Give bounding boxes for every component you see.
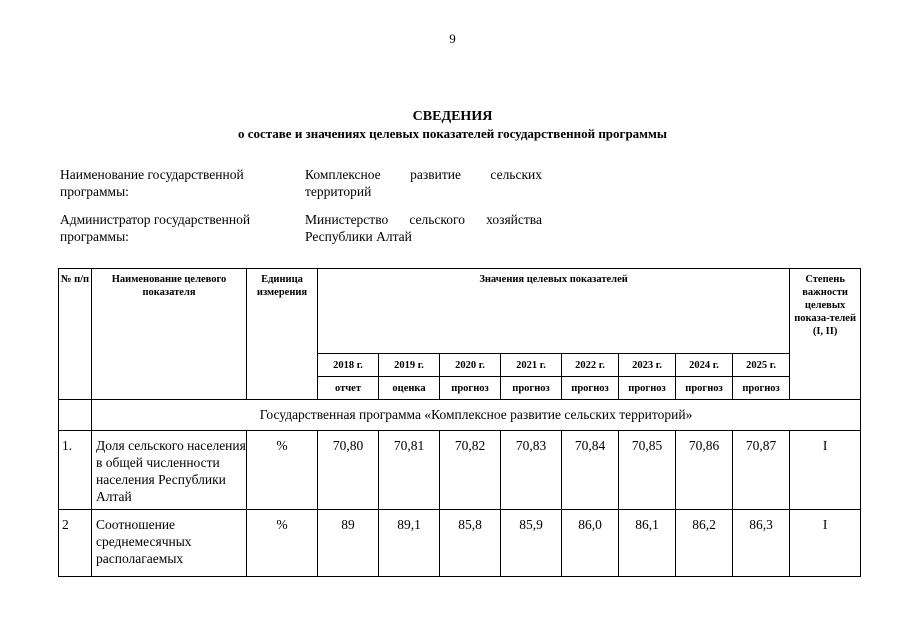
program-name-label: Наименование государственной программы: <box>60 167 244 199</box>
header-name: Наименование целевого показателя <box>92 269 247 400</box>
header-unit: Единица измерения <box>247 269 318 400</box>
header-year-type: прогноз <box>562 377 619 400</box>
header-year-type: оценка <box>379 377 440 400</box>
row-value: 70,85 <box>619 431 676 510</box>
row-value: 86,2 <box>676 510 733 577</box>
row-value: 70,84 <box>562 431 619 510</box>
row-value: 70,87 <box>733 431 790 510</box>
row-value: 70,83 <box>501 431 562 510</box>
row-value: 86,3 <box>733 510 790 577</box>
header-year-type: прогноз <box>501 377 562 400</box>
row-unit: % <box>247 510 318 577</box>
section-title: Государственная программа «Комплексное развитие сельских территорий» <box>92 400 861 431</box>
header-year-type: отчет <box>318 377 379 400</box>
row-number: 2 <box>59 510 92 577</box>
header-year: 2020 г. <box>440 354 501 377</box>
document-subtitle: о составе и значениях целевых показателей государственной программы <box>237 126 668 141</box>
row-value: 86,1 <box>619 510 676 577</box>
header-number: № п/п <box>59 269 92 400</box>
row-value: 85,9 <box>501 510 562 577</box>
program-name-value <box>305 166 542 200</box>
row-value: 70,81 <box>379 431 440 510</box>
row-indicator-name: Соотношение среднемесячных располагаемых <box>92 510 247 577</box>
header-year: 2023 г. <box>619 354 676 377</box>
program-name-value-line1: Комплексное развитие сельских <box>305 167 542 182</box>
indicators-table <box>58 268 861 577</box>
section-number-cell <box>59 400 92 431</box>
header-year: 2019 г. <box>379 354 440 377</box>
header-year: 2018 г. <box>318 354 379 377</box>
row-value: 70,86 <box>676 431 733 510</box>
header-year-type: прогноз <box>440 377 501 400</box>
program-admin-label: Администратор государственной программы: <box>60 212 251 244</box>
row-number: 1. <box>59 431 92 510</box>
row-indicator-name: Доля сельского населения в общей численности населения Республики Алтай <box>92 431 247 510</box>
row-importance: I <box>790 510 861 577</box>
header-year-type: прогноз <box>676 377 733 400</box>
header-values: Значения целевых показателей <box>318 269 790 354</box>
header-year-type: прогноз <box>733 377 790 400</box>
row-value: 85,8 <box>440 510 501 577</box>
row-value: 89 <box>318 510 379 577</box>
table-row <box>59 510 861 577</box>
program-admin-value <box>305 211 542 245</box>
header-year: 2024 г. <box>676 354 733 377</box>
header-importance: Степень важности целевых показа-телей (I, II) <box>790 269 861 400</box>
row-value: 86,0 <box>562 510 619 577</box>
program-name-value-line2: территорий <box>305 184 372 199</box>
program-admin-value-line2: Республики Алтай <box>305 229 412 244</box>
header-year: 2025 г. <box>733 354 790 377</box>
row-value: 70,80 <box>318 431 379 510</box>
header-year-type: прогноз <box>619 377 676 400</box>
page-number: 9 <box>449 31 456 46</box>
program-admin-value-line1: Министерство сельского хозяйства <box>305 212 542 227</box>
header-row <box>59 269 861 354</box>
row-unit: % <box>247 431 318 510</box>
row-importance: I <box>790 431 861 510</box>
table-row <box>59 431 861 510</box>
row-value: 89,1 <box>379 510 440 577</box>
document-title: СВЕДЕНИЯ <box>412 109 493 124</box>
header-year: 2021 г. <box>501 354 562 377</box>
section-row <box>59 400 861 431</box>
header-year: 2022 г. <box>562 354 619 377</box>
row-value: 70,82 <box>440 431 501 510</box>
